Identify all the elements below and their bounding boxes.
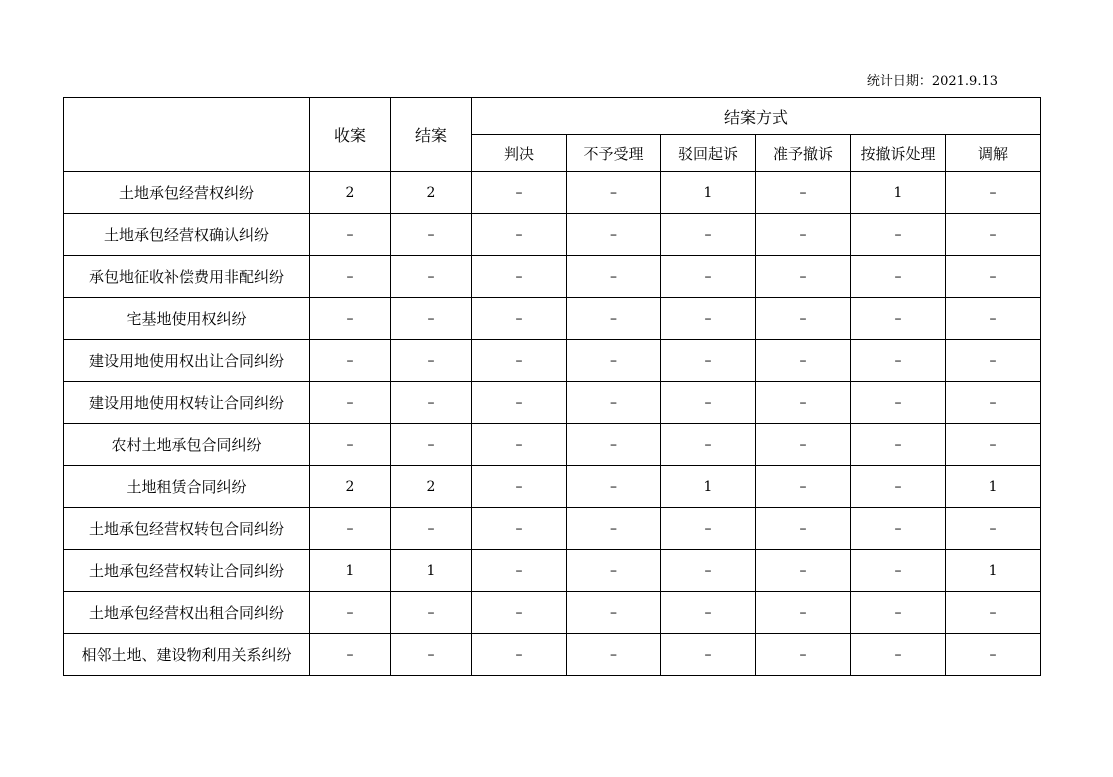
cell-mediation: – (946, 382, 1041, 424)
table-body (64, 172, 1041, 676)
cell-withdrawal-allowed: – (756, 298, 851, 340)
cell-withdrawal-allowed: – (756, 466, 851, 508)
cell-judgment: – (472, 592, 567, 634)
header-method-not-accepted: 不予受理 (567, 135, 661, 172)
cell-not-accepted: – (567, 172, 661, 214)
cell-received: – (310, 256, 391, 298)
cell-deemed-withdrawn: – (851, 508, 946, 550)
cell-withdrawal-allowed: – (756, 508, 851, 550)
cell-received: 2 (310, 172, 391, 214)
cell-judgment: – (472, 340, 567, 382)
cell-withdrawal-allowed: – (756, 340, 851, 382)
cell-judgment: – (472, 508, 567, 550)
cell-judgment: – (472, 256, 567, 298)
cell-closed: – (391, 382, 472, 424)
cell-not-accepted: – (567, 424, 661, 466)
cell-closed: – (391, 214, 472, 256)
cell-not-accepted: – (567, 382, 661, 424)
stat-date-value: 2021.9.13 (931, 74, 998, 89)
cell-dismissed: – (661, 298, 756, 340)
table-header (64, 98, 1041, 172)
cell-deemed-withdrawn: – (851, 634, 946, 676)
cell-mediation: – (946, 340, 1041, 382)
row-category: 农村土地承包合同纠纷 (64, 424, 310, 466)
cell-dismissed: – (661, 256, 756, 298)
cell-dismissed: – (661, 550, 756, 592)
cell-dismissed: – (661, 424, 756, 466)
table-row (64, 466, 1041, 508)
cell-not-accepted: – (567, 214, 661, 256)
cell-dismissed: 1 (661, 466, 756, 508)
cell-deemed-withdrawn: – (851, 550, 946, 592)
cell-deemed-withdrawn: – (851, 466, 946, 508)
cell-closed: – (391, 340, 472, 382)
header-method-withdrawal-allowed: 准予撤诉 (756, 135, 851, 172)
cell-received: – (310, 634, 391, 676)
table-row (64, 172, 1041, 214)
stat-date (800, 72, 998, 92)
stat-date-label: 统计日期： (866, 74, 932, 89)
cell-dismissed: 1 (661, 172, 756, 214)
cell-mediation: 1 (946, 466, 1041, 508)
table-row (64, 634, 1041, 676)
header-closed: 结案 (391, 98, 472, 172)
cell-not-accepted: – (567, 550, 661, 592)
cell-withdrawal-allowed: – (756, 172, 851, 214)
cell-not-accepted: – (567, 592, 661, 634)
cell-withdrawal-allowed: – (756, 382, 851, 424)
cell-mediation: – (946, 424, 1041, 466)
cell-not-accepted: – (567, 508, 661, 550)
table-row (64, 256, 1041, 298)
cell-closed: 1 (391, 550, 472, 592)
cell-closed: – (391, 424, 472, 466)
cell-judgment: – (472, 382, 567, 424)
cell-not-accepted: – (567, 634, 661, 676)
cell-received: – (310, 382, 391, 424)
cell-mediation: – (946, 592, 1041, 634)
table-row (64, 508, 1041, 550)
table-row (64, 382, 1041, 424)
cell-closed: – (391, 592, 472, 634)
cell-closed: – (391, 256, 472, 298)
cell-closed: 2 (391, 172, 472, 214)
cell-received: – (310, 592, 391, 634)
table-row (64, 214, 1041, 256)
header-received: 收案 (310, 98, 391, 172)
cell-withdrawal-allowed: – (756, 592, 851, 634)
cell-judgment: – (472, 550, 567, 592)
cell-deemed-withdrawn: 1 (851, 172, 946, 214)
cell-mediation: 1 (946, 550, 1041, 592)
cell-closed: – (391, 634, 472, 676)
row-category: 承包地征收补偿费用非配纠纷 (64, 256, 310, 298)
cell-not-accepted: – (567, 340, 661, 382)
cell-mediation: – (946, 256, 1041, 298)
header-method-mediation: 调解 (946, 135, 1041, 172)
cell-withdrawal-allowed: – (756, 634, 851, 676)
cell-mediation: – (946, 214, 1041, 256)
row-category: 土地承包经营权转包合同纠纷 (64, 508, 310, 550)
cell-withdrawal-allowed: – (756, 214, 851, 256)
cell-deemed-withdrawn: – (851, 340, 946, 382)
table-row (64, 592, 1041, 634)
header-method-group: 结案方式 (472, 98, 1041, 135)
cell-deemed-withdrawn: – (851, 256, 946, 298)
cell-deemed-withdrawn: – (851, 592, 946, 634)
case-statistics-table (63, 97, 1041, 676)
cell-received: 2 (310, 466, 391, 508)
table-row (64, 340, 1041, 382)
row-category: 相邻土地、建设物利用关系纠纷 (64, 634, 310, 676)
cell-not-accepted: – (567, 298, 661, 340)
cell-closed: – (391, 298, 472, 340)
cell-mediation: – (946, 298, 1041, 340)
cell-deemed-withdrawn: – (851, 214, 946, 256)
cell-received: – (310, 298, 391, 340)
cell-judgment: – (472, 634, 567, 676)
cell-closed: – (391, 508, 472, 550)
cell-received: – (310, 340, 391, 382)
cell-dismissed: – (661, 592, 756, 634)
header-method-deemed-withdrawn: 按撤诉处理 (851, 135, 946, 172)
cell-closed: 2 (391, 466, 472, 508)
cell-not-accepted: – (567, 256, 661, 298)
table-row (64, 424, 1041, 466)
cell-dismissed: – (661, 340, 756, 382)
header-method-dismissed: 驳回起诉 (661, 135, 756, 172)
cell-not-accepted: – (567, 466, 661, 508)
cell-deemed-withdrawn: – (851, 382, 946, 424)
cell-judgment: – (472, 466, 567, 508)
row-category: 土地承包经营权确认纠纷 (64, 214, 310, 256)
row-category: 土地承包经营权纠纷 (64, 172, 310, 214)
header-method-judgment: 判决 (472, 135, 567, 172)
row-category: 土地租赁合同纠纷 (64, 466, 310, 508)
cell-received: – (310, 508, 391, 550)
cell-judgment: – (472, 424, 567, 466)
cell-withdrawal-allowed: – (756, 550, 851, 592)
cell-mediation: – (946, 172, 1041, 214)
cell-deemed-withdrawn: – (851, 424, 946, 466)
cell-deemed-withdrawn: – (851, 298, 946, 340)
table-row (64, 550, 1041, 592)
row-category: 建设用地使用权出让合同纠纷 (64, 340, 310, 382)
cell-withdrawal-allowed: – (756, 424, 851, 466)
cell-judgment: – (472, 172, 567, 214)
cell-received: – (310, 424, 391, 466)
cell-mediation: – (946, 508, 1041, 550)
row-category: 土地承包经营权出租合同纠纷 (64, 592, 310, 634)
cell-judgment: – (472, 214, 567, 256)
row-category: 宅基地使用权纠纷 (64, 298, 310, 340)
cell-dismissed: – (661, 382, 756, 424)
cell-dismissed: – (661, 634, 756, 676)
row-category: 土地承包经营权转让合同纠纷 (64, 550, 310, 592)
row-category: 建设用地使用权转让合同纠纷 (64, 382, 310, 424)
cell-received: – (310, 214, 391, 256)
cell-received: 1 (310, 550, 391, 592)
cell-dismissed: – (661, 508, 756, 550)
cell-dismissed: – (661, 214, 756, 256)
header-category (64, 98, 310, 172)
cell-judgment: – (472, 298, 567, 340)
cell-mediation: – (946, 634, 1041, 676)
table-row (64, 298, 1041, 340)
cell-withdrawal-allowed: – (756, 256, 851, 298)
